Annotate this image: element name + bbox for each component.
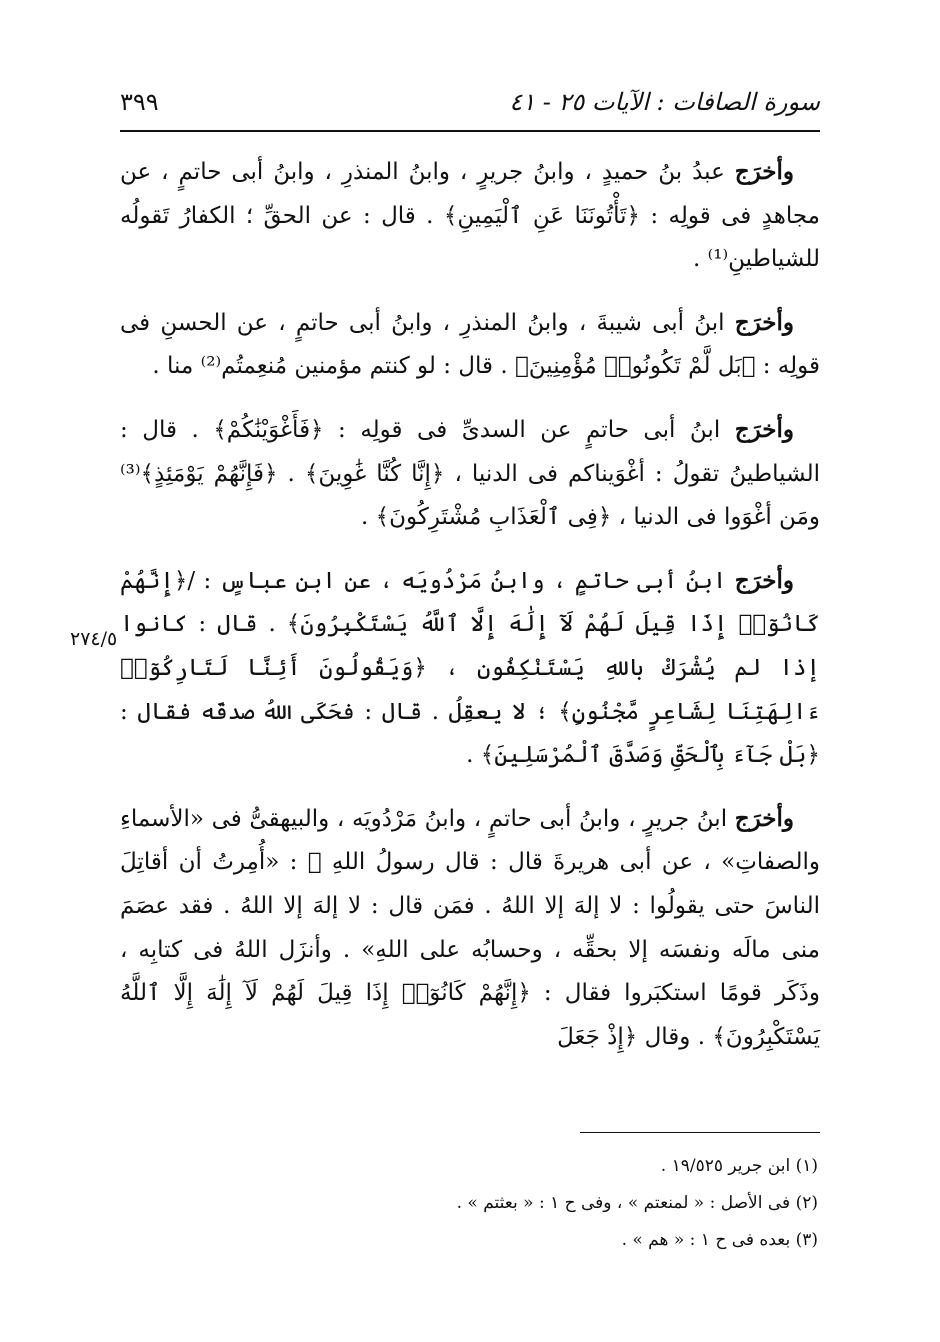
footnote: (٣) بعده فى ح ١ : « هم » . (621, 1230, 818, 1250)
footnote: (١) ابن جرير ١٩/٥٢٥ . (660, 1156, 818, 1176)
paragraph (120, 559, 820, 778)
header-rule (120, 130, 820, 132)
paragraph-lead: وأخرَج (734, 804, 794, 832)
paragraph (120, 797, 820, 1060)
footnotes (118, 1148, 818, 1259)
page-number: ٣٩٩ (120, 88, 159, 116)
main-text (120, 150, 820, 1078)
paragraph (120, 301, 820, 389)
paragraph-lead: وأخرَج (734, 415, 794, 443)
paragraph-lead: وأخرَج (734, 308, 794, 336)
footnote: (٢) فى الأصل : « لمنعتم » ، وفى ح ١ : « بعثتم » . (456, 1193, 818, 1213)
paragraph (120, 150, 820, 282)
margin-reference: ٢٧٤/٥ (70, 628, 118, 650)
paragraph (120, 408, 820, 540)
paragraph-text: ابنُ أبى حاتمٍ عن السدىِّ فى قولِه : ﴿فَأَغْوَيْنَٰكُمْ﴾ . قال : الشياطينُ تقولُ : أغْوَيناكم فى الدنيا ، ﴿إِنَّا كُنَّا غَٰوِينَ﴾ . ﴿فَإِنَّهُمْ يَوْمَئِذٍ﴾⁽³⁾ ومَن أغْوَوا فى الدنيا ، ﴿فِى ٱلْعَذَابِ مُشْتَرِكُونَ﴾ . (120, 416, 820, 531)
footnote-rule (580, 1132, 820, 1133)
running-header (120, 82, 820, 122)
page-header-title: سورة الصافات : الآيات ٢٥ - ٤١ (509, 88, 820, 116)
paragraph-lead: وأخرَج (734, 566, 794, 594)
paragraph-text: ابنُ أبى حاتمٍ ، وابنُ مَرْدُويَه ، عن ابنِ عباسٍ : /﴿إِنَّهُمْ كَانُوٓا۟ إِذَا قِيلَ لَهُمْ لَآ إِلَٰهَ إِلَّا ٱللَّهُ يَسْتَكْبِرُونَ﴾ . قال : كانوا إذا لم يُشْرَكْ باللهِ يَسْتَنْكِفُون ، ﴿وَيَقُولُونَ أَئِنَّا لَتَارِكُوٓا۟ ءَالِهَتِنَا لِشَاعِرٍ مَّجْنُونٍ﴾ ؛ لا يعقِلُ . قال : فحَكَى اللهُ صدقَه فقال : ﴿بَلْ جَآءَ بِٱلْحَقِّ وَصَدَّقَ ٱلْمُرْسَلِينَ﴾ . (120, 567, 820, 769)
paragraph-text: ابنُ جريرٍ ، وابنُ أبى حاتمٍ ، وابنُ مَرْدُويَه ، والبيهقىُّ فى «الأسماءِ والصفاتِ» ، عن أبى هريرةَ قال : قال رسولُ اللهِ ﷺ : «أُمِرتُ أن أقاتِلَ الناسَ حتى يقولُوا : لا إلهَ إلا اللهُ . فمَن قال : لا إلهَ إلا اللهُ . فقد عصَمَ منى مالَه ونفسَه إلا بحقِّه ، وحسابُه على اللهِ» . وأنزَل اللهُ فى كتابِه ، وذَكَر قومًا استكبَروا فقال : ﴿إِنَّهُمْ كَانُوٓا۟ إِذَا قِيلَ لَهُمْ لَآ إِلَٰهَ إِلَّا ٱللَّهُ يَسْتَكْبِرُونَ﴾ . وقال ﴿إِذْ جَعَلَ (120, 805, 820, 1050)
paragraph-text: عبدُ بنُ حميدٍ ، وابنُ جريرٍ ، وابنُ المنذرِ ، وابنُ أبى حاتمٍ ، عن مجاهدٍ فى قولِه : ﴿تَأْتُونَنَا عَنِ ٱلْيَمِينِ﴾ . قال : عن الحقِّ ؛ الكفارُ تَقولُه للشياطينِ⁽¹⁾ . (120, 159, 820, 273)
paragraph-lead: وأخرَج (734, 158, 794, 185)
paragraph-text: ابنُ أبى شيبةَ ، وابنُ المنذرِ ، وابنُ أبى حاتمٍ ، عن الحسنِ فى قولِه : ﴿بَل لَّمْ تَكُونُوا۟ مُؤْمِنِينَ﴾ . قال : لو كنتم مؤمنين مُنعِمتُم⁽²⁾ منا . (120, 309, 820, 380)
